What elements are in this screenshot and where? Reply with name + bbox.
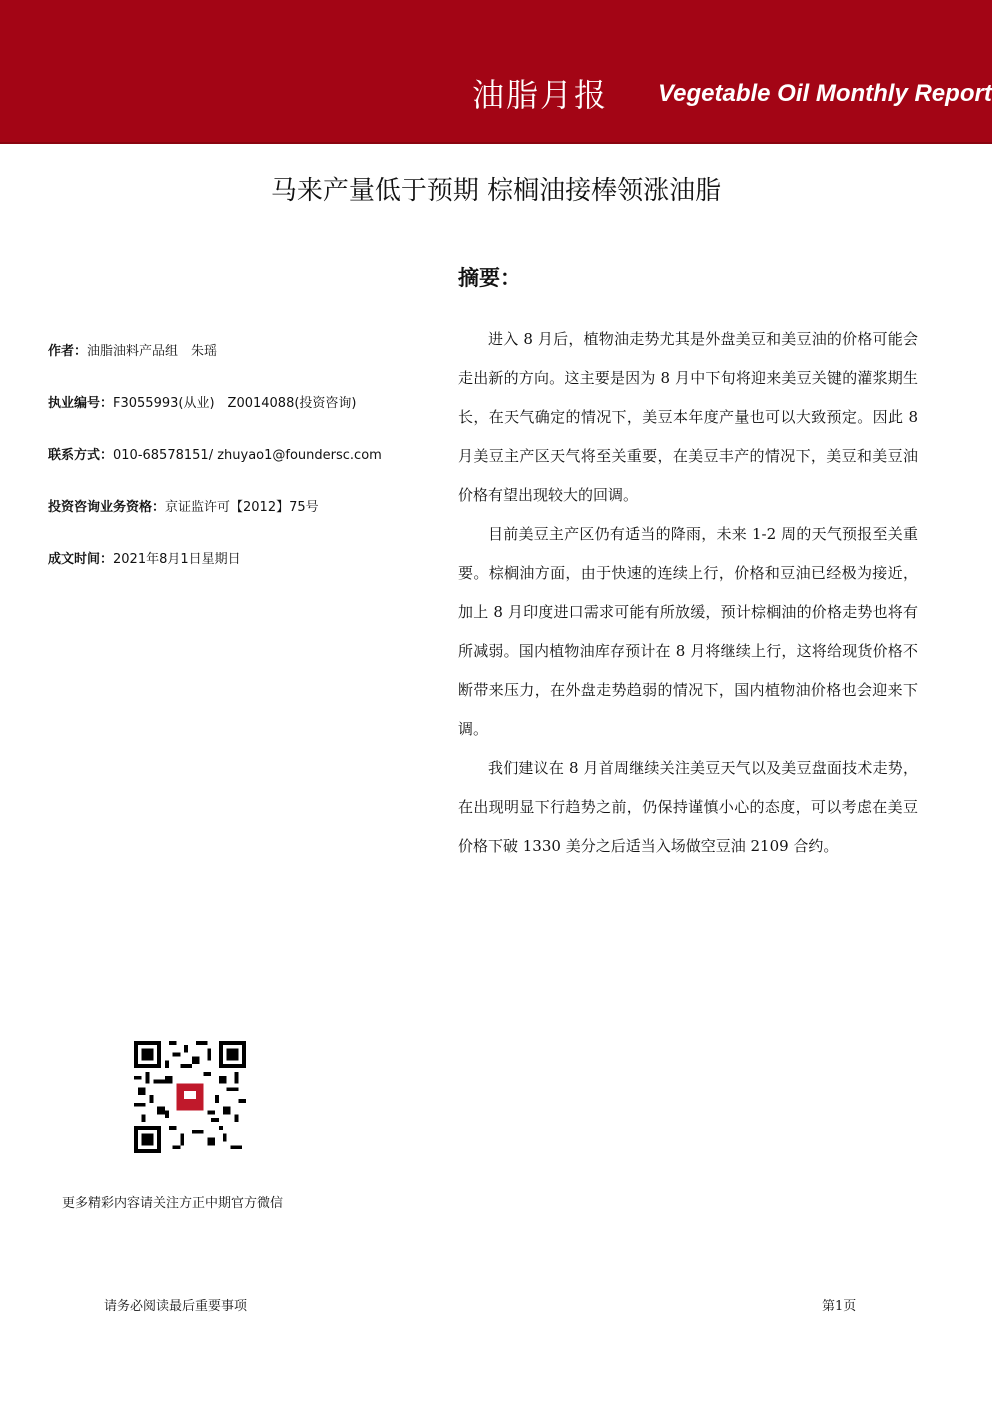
date-label: 成文时间：: [48, 552, 114, 567]
license-label: 执业编号：: [48, 396, 114, 411]
contact-label: 联系方式：: [48, 448, 114, 463]
summary-body: [458, 320, 918, 866]
qualification-value: 京证监许可【2012】75号: [165, 500, 319, 515]
page-number: 第1页: [822, 1299, 857, 1314]
summary-paragraph: 目前美豆主产区仍有适当的降雨，未来 1-2 周的天气预报至关重要。棕榈油方面，由于快速的连续上行，价格和豆油已经极为接近，加上 8 月印度进口需求可能有所放缓，预计棕榈油的价格走势也将有所减弱。国内植物油库存预计在 8 月将继续上行，这将给现货价格不断带来压力，在外盘走势趋弱的情况下，国内植物油价格也会迎来下调。: [458, 525, 918, 738]
author-label: 作者：: [48, 344, 88, 359]
summary-paragraph: 我们建议在 8 月首周继续关注美豆天气以及美豆盘面技术走势，在出现明显下行趋势之前，仍保持谨慎小心的态度，可以考虑在美豆价格下破 1330 美分之后适当入场做空豆油 2109 合约。: [458, 759, 918, 855]
wechat-qr-code-icon[interactable]: [134, 1041, 246, 1153]
date-value: 2021年8月1日星期日: [113, 552, 241, 567]
license-value: F3055993(从业) Z0014088(投资咨询): [113, 396, 357, 411]
summary-heading: 摘要：: [458, 266, 521, 290]
contact-value[interactable]: 010-68578151/ zhuyao1@foundersc.com: [113, 448, 382, 463]
author-line: [48, 340, 217, 359]
date-line: [48, 548, 241, 567]
header-divider: [0, 142, 992, 144]
report-type-cn: 油脂月报: [472, 76, 609, 114]
contact-line: [48, 444, 382, 463]
report-type-en: Vegetable Oil Monthly Report: [658, 80, 992, 107]
summary-paragraph: 进入 8 月后，植物油走势尤其是外盘美豆和美豆油的价格可能会走出新的方向。这主要是因为 8 月中下旬将迎来美豆关键的灌浆期生长，在天气确定的情况下，美豆本年度产量也可以大致预定。因此 8 月美豆主产区天气将至关重要，在美豆丰产的情况下，美豆和美豆油价格有望出现较大的回调。: [458, 330, 918, 504]
license-line: [48, 392, 356, 411]
qualification-label: 投资咨询业务资格：: [48, 500, 166, 515]
author-value: 油脂油料产品组 朱瑶: [87, 344, 218, 359]
qr-caption: 更多精彩内容请关注方正中期官方微信: [62, 1196, 284, 1211]
qualification-line: [48, 496, 319, 515]
footer-notice: 请务必阅读最后重要事项: [104, 1299, 248, 1314]
report-title: 马来产量低于预期 棕榈油接棒领涨油脂: [270, 176, 722, 206]
